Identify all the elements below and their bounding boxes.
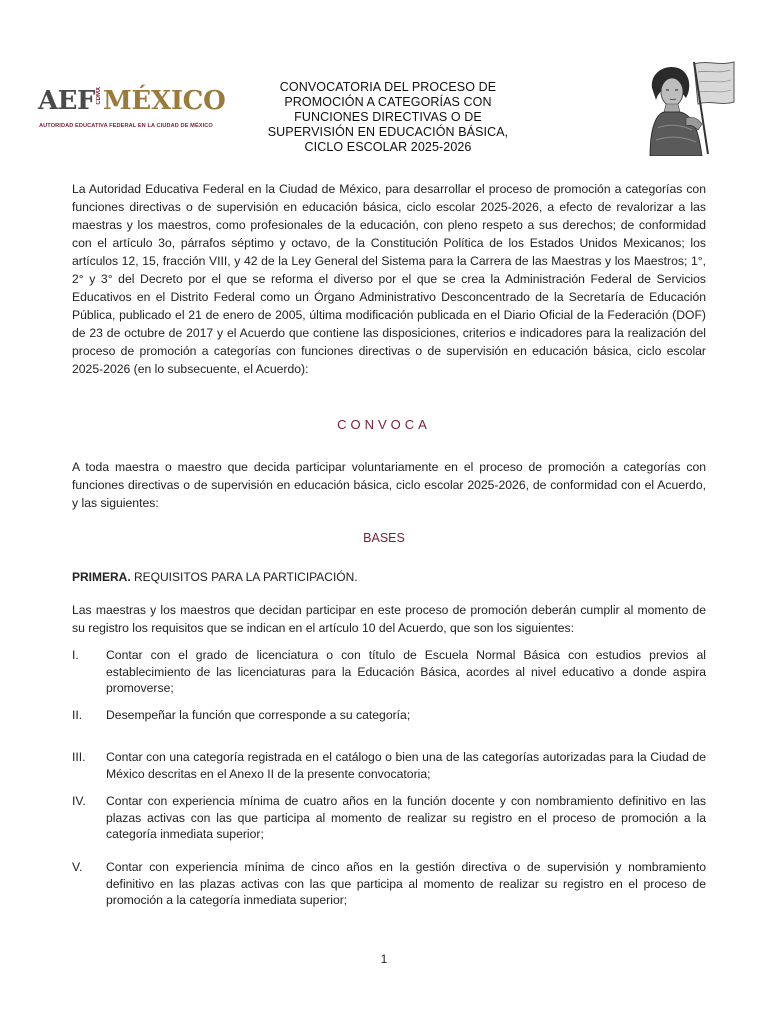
requirement-number: I.	[72, 648, 79, 662]
call-paragraph: A toda maestra o maestro que decida participar voluntariamente en el proceso de promoción a categorías con funciones directivas o de supervisión en educación básica, ciclo escolar 2025-2026, de conformidad con el Acuerdo, y las siguientes:	[72, 460, 706, 510]
requirement-text: Contar con una categoría registrada en el catálogo o bien una de las categorías autorizadas para la Ciudad de México descritas en el Anexo II de la presente convocatoria;	[106, 750, 706, 781]
requirement-text: Contar con experiencia mínima de cuatro años en la función docente y con nombramiento definitivo en las plazas activas con las que participa al momento de realizar su registro en el proceso de promoción a la categoría inmediata superior;	[106, 794, 706, 841]
convoca-heading: CONVOCA	[337, 417, 431, 432]
intro-paragraph: La Autoridad Educativa Federal en la Ciudad de México, para desarrollar el proceso de promoción a categorías con funciones directivas o de supervisión en educación básica, ciclo escolar 2025-2026, a efecto de revalorizar a las maestras y los maestros, como profesionales de la educación, con pleno respeto a sus derechos; de conformidad con el artículo 3o, párrafos séptimo y octavo, de la Constitución Política de los Estados Unidos Mexicanos; los artículos 12, 15, fracción VIII, y 42 de la Ley General del Sistema para la Carrera de las Maestras y los Maestros; 1°, 2° y 3° del Decreto por el que se reforma el diverso por el que se crea la Administración Federal de Servicios Educativos en el Distrito Federal como un Órgano Administrativo Desconcentrado de la Secretaría de Educación Pública, publicado el 21 de enero de 2005, última modificación publicada en el Diario Oficial de la Federación (DOF) de 23 de octubre de 2017 y el Acuerdo que contiene las disposiciones, criterios e indicadores para la realización del proceso de promoción a categorías con funciones directivas o de supervisión en educación básica, ciclo escolar 2025-2026 (en lo subsecuente, el Acuerdo):	[72, 182, 706, 376]
requirement-number: V.	[72, 860, 83, 874]
logo-wordmark	[38, 86, 225, 116]
page-number: 1	[380, 952, 388, 966]
logo-mexico-text: MÉXICO	[102, 86, 226, 116]
requirement-number: II.	[72, 708, 83, 722]
heroine-with-flag-emblem-icon	[636, 58, 738, 156]
requirement-number: IV.	[72, 794, 86, 808]
primera-section-heading	[72, 570, 358, 584]
title-line: PROMOCIÓN A CATEGORÍAS CON	[284, 95, 492, 109]
title-line: FUNCIONES DIRECTIVAS O DE	[294, 110, 482, 124]
requirement-number: III.	[72, 750, 86, 764]
primera-title: REQUISITOS PARA LA PARTICIPACIÓN.	[134, 570, 358, 584]
title-line: CONVOCATORIA DEL PROCESO DE	[279, 80, 497, 94]
requirements-intro: Las maestras y los maestros que decidan participar en este proceso de promoción deberán cumplir al momento de su registro los requisitos que se indican en el artículo 10 del Acuerdo, que son los siguientes:	[72, 603, 706, 635]
document-title	[248, 80, 528, 155]
aef-mexico-logo	[38, 86, 258, 132]
logo-subtitle: AUTORIDAD EDUCATIVA FEDERAL EN LA CIUDAD DE MÉXICO	[39, 123, 213, 129]
primera-label: PRIMERA.	[72, 570, 131, 584]
logo-separator-text: CDMX	[95, 87, 102, 105]
logo-aef-text: AEF	[38, 86, 95, 116]
requirement-text: Desempeñar la función que corresponde a su categoría;	[106, 708, 411, 722]
title-line: SUPERVISIÓN EN EDUCACIÓN BÁSICA,	[267, 125, 509, 139]
requirement-text: Contar con el grado de licenciatura o con título de Escuela Normal Básica con estudios previos al establecimiento de las licenciaturas para la Educación Básica, acordes al nivel educativo a donde aspira promoverse;	[106, 648, 706, 695]
requirement-text: Contar con experiencia mínima de cinco años en la gestión directiva o de supervisión y nombramiento definitivo en las plazas activas con las que participa al momento de realizar su registro en el proceso de promoción a la categoría inmediata superior;	[106, 860, 706, 907]
bases-heading: BASES	[363, 531, 405, 545]
title-line: CICLO ESCOLAR 2025-2026	[304, 140, 472, 154]
